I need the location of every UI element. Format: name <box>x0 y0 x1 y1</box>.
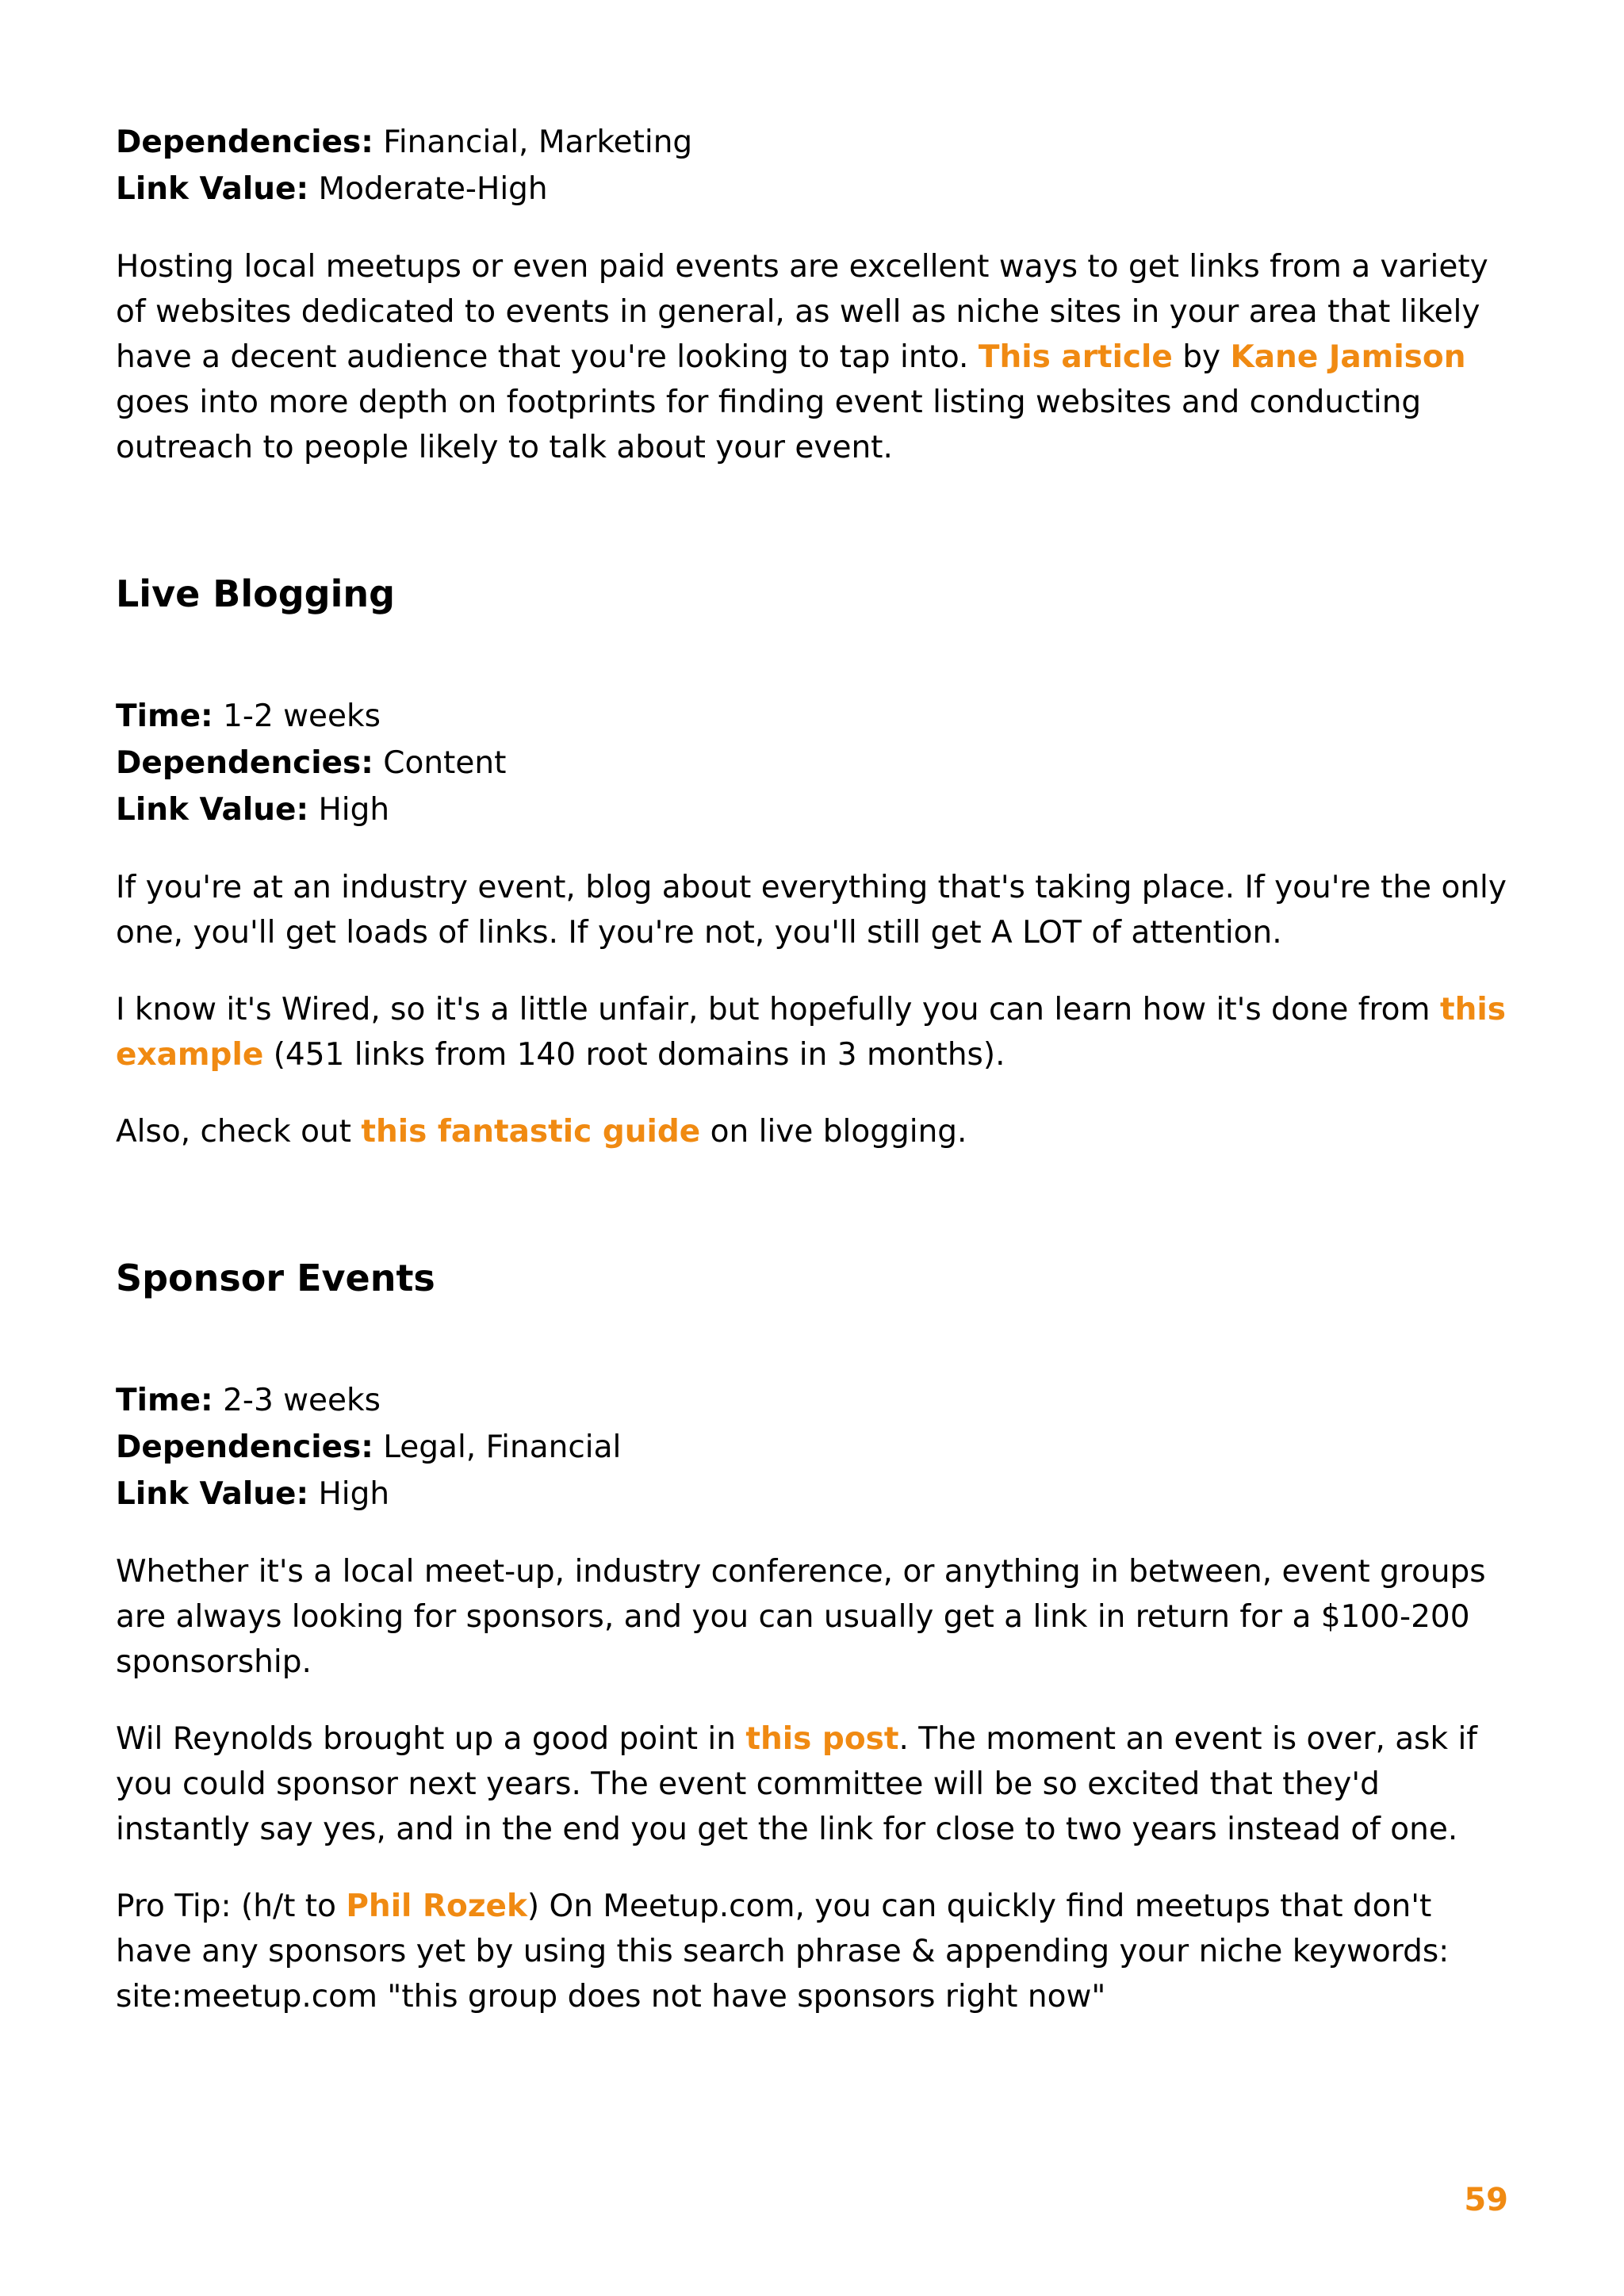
meta-label: Time: <box>116 1383 213 1418</box>
meta-label: Time: <box>116 698 213 734</box>
intro-paragraph <box>116 244 1511 470</box>
section-heading-live-blogging: Live Blogging <box>116 572 396 615</box>
meta-value: Moderate-High <box>318 171 548 207</box>
meta-label: Dependencies: <box>116 745 373 781</box>
meta-label: Link Value: <box>116 171 309 207</box>
text-span: Hosting local meetups or even paid events are excellent ways to get links from a variety of websites dedicated to events in general, as well as niche sites in your area that likely have a decent audience that you're looking to tap into. <box>116 249 1488 375</box>
text-span: (451 links from 140 root domains in 3 months). <box>263 1037 1005 1073</box>
text-span: goes into more depth on footprints for finding event listing websites and conducting outreach to people likely to talk about your event. <box>116 385 1422 465</box>
live-blogging-paragraph-2 <box>116 987 1511 1077</box>
sponsor-events-meta <box>116 1377 1511 1517</box>
meta-value: Content <box>383 745 507 781</box>
text-span: ) On Meetup.com, you can quickly find meetups that don't have any sponsors yet by using this search phrase & appending your niche keywords: site:meetup.com "this group does not have sponsors right now" <box>116 1888 1450 2015</box>
sponsor-events-paragraph-2 <box>116 1716 1511 1852</box>
meta-label: Dependencies: <box>116 124 373 160</box>
meta-dependencies <box>116 119 1511 166</box>
meta-dependencies <box>116 740 1511 786</box>
text-span: on live blogging. <box>700 1114 967 1150</box>
kane-jamison-link[interactable]: Kane Jamison <box>1230 339 1466 375</box>
document-page <box>116 119 1511 2019</box>
this-article-link[interactable]: This article <box>978 339 1173 375</box>
intro-meta <box>116 119 1511 212</box>
text-span: Also, check out <box>116 1114 362 1150</box>
phil-rozek-link[interactable]: Phil Rozek <box>346 1888 527 1924</box>
this-example-link[interactable]: this example <box>116 992 1506 1073</box>
text-span: Wil Reynolds brought up a good point in <box>116 1721 746 1757</box>
meta-value: Financial, Marketing <box>383 124 693 160</box>
live-blogging-paragraph-3 <box>116 1109 1511 1154</box>
meta-link-value <box>116 786 1511 833</box>
meta-link-value <box>116 166 1511 212</box>
sponsor-events-paragraph-1: Whether it's a local meet-up, industry conference, or anything in between, event groups are always looking for sponsors, and you can usually get a link in return for a $100-200 sponsorship. <box>116 1554 1486 1680</box>
meta-label: Dependencies: <box>116 1429 373 1465</box>
live-blogging-meta <box>116 693 1511 833</box>
text-span: . The moment an event is over, ask if you could sponsor next years. The event committee will be so excited that they'd instantly say yes, and in the end you get the link for close to two years instead of one. <box>116 1721 1478 1847</box>
meta-value: 1-2 weeks <box>223 698 381 734</box>
page-number: 59 <box>1464 2182 1508 2218</box>
meta-time <box>116 1377 1511 1424</box>
text-span: I know it's Wired, so it's a little unfair, but hopefully you can learn how it's done from <box>116 992 1440 1027</box>
meta-value: 2-3 weeks <box>223 1383 381 1418</box>
meta-label: Link Value: <box>116 792 309 828</box>
meta-dependencies <box>116 1424 1511 1471</box>
meta-label: Link Value: <box>116 1476 309 1512</box>
meta-link-value <box>116 1471 1511 1517</box>
meta-value: Legal, Financial <box>383 1429 622 1465</box>
sponsor-events-paragraph-3 <box>116 1884 1511 2019</box>
text-span: Pro Tip: (h/t to <box>116 1888 347 1924</box>
section-heading-sponsor-events: Sponsor Events <box>116 1257 435 1299</box>
meta-value: High <box>318 792 390 828</box>
this-post-link[interactable]: this post <box>745 1721 899 1757</box>
fantastic-guide-link[interactable]: this fantastic guide <box>361 1114 701 1150</box>
live-blogging-paragraph-1: If you're at an industry event, blog about everything that's taking place. If you're the only one, you'll get loads of links. If you're not, you'll still get A LOT of attention. <box>116 870 1507 951</box>
meta-time <box>116 693 1511 740</box>
text-span: by <box>1172 339 1231 375</box>
meta-value: High <box>318 1476 390 1512</box>
